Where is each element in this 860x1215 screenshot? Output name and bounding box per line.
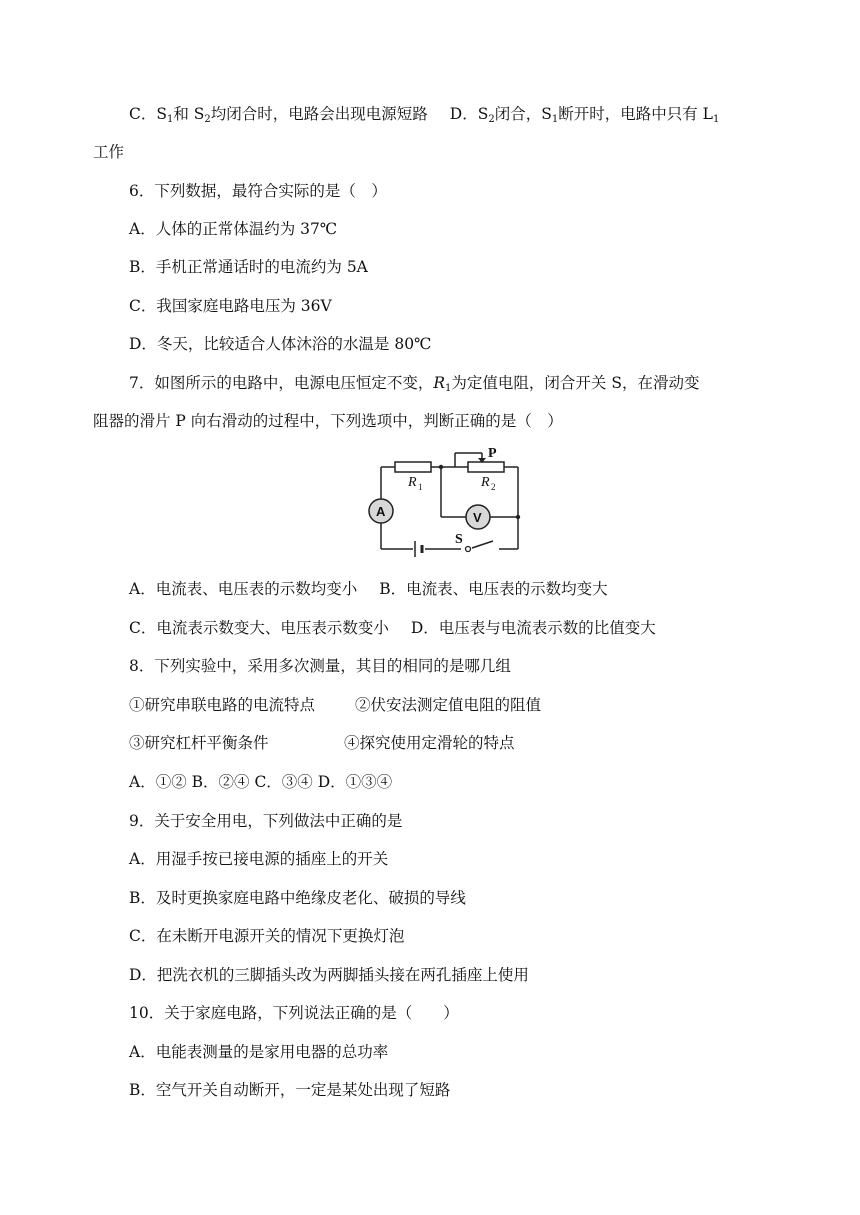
q7-option-c: C．电流表示数变大、电压表示数变小 bbox=[129, 619, 389, 637]
junction-dot bbox=[516, 515, 520, 519]
q7-stem: 7．如图所示的电路中，电源电压恒定不变，$R_1$为定值电阻，闭合开关 S，在滑动变 bbox=[129, 374, 700, 394]
q6-option-d: D．冬天，比较适合人体沐浴的水温是 80℃ bbox=[129, 335, 432, 353]
voltmeter-label: V bbox=[473, 510, 482, 525]
r1-label: R bbox=[408, 475, 417, 490]
r2-label-sub: 2 bbox=[491, 482, 496, 492]
q10-option-a: A．电能表测量的是家用电器的总功率 bbox=[129, 1043, 389, 1061]
q9-option-a: A．用湿手按已接电源的插座上的开关 bbox=[129, 850, 389, 868]
q7-stem-continued: 阻器的滑片 P 向右滑动的过程中，下列选项中，判断正确的是（ ） bbox=[93, 412, 563, 430]
q8-items-12 bbox=[129, 694, 541, 716]
junction-dot bbox=[439, 465, 443, 469]
r1-resistor bbox=[395, 462, 431, 472]
q9-option-c: C．在未断开电源开关的情况下更换灯泡 bbox=[129, 927, 405, 945]
q5-options-cd bbox=[129, 103, 719, 131]
q9-stem: 9．关于安全用电，下列做法中正确的是 bbox=[129, 812, 403, 830]
q10-stem: 10．关于家庭电路，下列说法正确的是（ ） bbox=[129, 1004, 459, 1022]
q9-option-b: B．及时更换家庭电路中绝缘皮老化、破损的导线 bbox=[129, 889, 466, 907]
switch-label: S bbox=[455, 532, 463, 547]
q7-options-ab bbox=[129, 578, 608, 600]
q8-item-4: ④探究使用定滑轮的特点 bbox=[344, 734, 515, 752]
r2-label: R bbox=[481, 475, 490, 490]
r2-resistor bbox=[468, 462, 504, 472]
q8-options: A．①② B．②④ C．③④ D．①③④ bbox=[129, 773, 393, 791]
q5-option-c: C．$S_1$和 $S_2$均闭合时，电路会出现电源短路 bbox=[129, 105, 428, 125]
ammeter-label: A bbox=[376, 504, 386, 519]
q6-stem: 6．下列数据，最符合实际的是（ ） bbox=[129, 182, 387, 200]
slider-label: P bbox=[488, 447, 497, 461]
q7-option-b: B．电流表、电压表的示数均变大 bbox=[379, 580, 608, 598]
q6-option-c: C．我国家庭电路电压为 36V bbox=[129, 297, 332, 315]
q10-option-b: B．空气开关自动断开，一定是某处出现了短路 bbox=[129, 1081, 451, 1099]
q8-items-34 bbox=[129, 732, 515, 754]
q6-option-b: B．手机正常通话时的电流约为 5A bbox=[129, 258, 368, 276]
q7-circuit-figure bbox=[358, 447, 528, 557]
q5-option-d: D．$S_2$闭合，$S_1$断开时，电路中只有 $L_1$ bbox=[449, 105, 720, 125]
q7-option-a: A．电流表、电压表的示数均变小 bbox=[129, 580, 358, 598]
q9-option-d: D．把洗衣机的三脚插头改为两脚插头接在两孔插座上使用 bbox=[129, 966, 529, 984]
q5-option-d-continued: 工作 bbox=[93, 143, 125, 161]
q8-item-2: ②伏安法测定值电阻的阻值 bbox=[355, 696, 542, 714]
r1-label-sub: 1 bbox=[418, 482, 423, 492]
q6-option-a: A．人体的正常体温约为 37℃ bbox=[129, 220, 338, 238]
q7-options-cd bbox=[129, 617, 656, 639]
q8-item-3: ③研究杠杆平衡条件 bbox=[129, 734, 269, 752]
q8-stem: 8．下列实验中，采用多次测量，其目的相同的是哪几组 bbox=[129, 657, 511, 675]
q7-option-d: D．电压表与电流表示数的比值变大 bbox=[410, 619, 656, 637]
q8-item-1: ①研究串联电路的电流特点 bbox=[129, 696, 316, 714]
switch-contact bbox=[466, 547, 471, 552]
